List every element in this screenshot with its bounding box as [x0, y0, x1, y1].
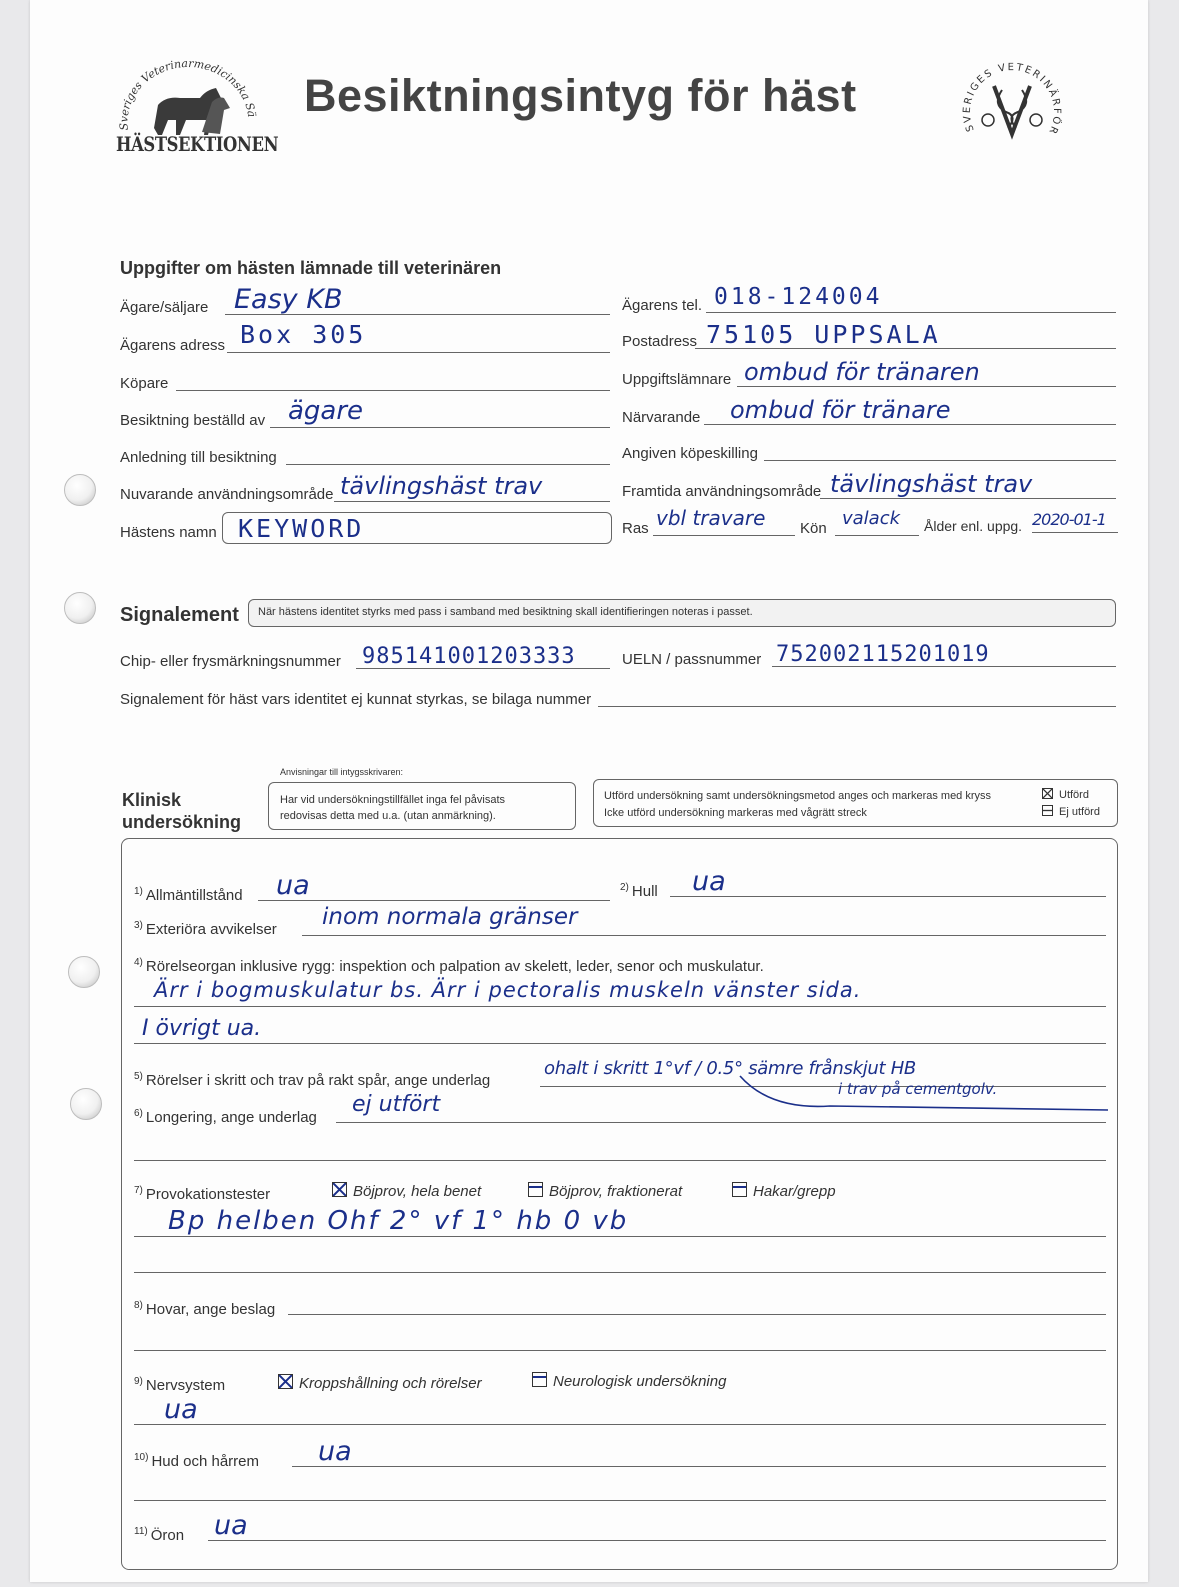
nuvarande-value: tävlingshäst trav	[340, 472, 543, 500]
rorelser-value-2: i trav på cementgolv.	[838, 1080, 998, 1098]
anvisning-box-1	[268, 782, 576, 830]
anvisning-box-2	[593, 779, 1118, 827]
veterinary-seal-icon	[962, 50, 1062, 160]
provokation-label: $^{7)}$ Provokationstester	[134, 1185, 271, 1203]
owner-section-title: Uppgifter om hästen lämnade till veterinären	[120, 258, 502, 278]
checked-box-icon	[278, 1374, 293, 1389]
postadress-label: Postadress	[622, 333, 698, 350]
anvisningar-label: Anvisningar till intygsskrivaren:	[280, 767, 404, 777]
signalement-title: Signalement	[120, 604, 239, 626]
nervsystem-label: $^{9)}$ Nervsystem	[134, 1376, 226, 1394]
signalement-note: När hästens identitet styrks med pass i samband med besiktning skall identifieringen noteras i passet.	[258, 606, 753, 618]
klinisk-title-1: Klinisk	[122, 790, 182, 810]
rorelseorgan-label: $^{4)}$ Rörelseorgan inklusive rygg: inspektion och palpation av skelett, leder, senor och muskulatur.	[134, 957, 764, 975]
agare-label: Ägare/säljare	[120, 299, 209, 316]
namn-value: KEYWORD	[238, 514, 365, 543]
ueln-value: 752002115201019	[776, 642, 990, 667]
dash-box-icon	[528, 1182, 543, 1197]
klinisk-title-2: undersökning	[122, 812, 242, 832]
dash-box-icon	[1042, 805, 1053, 816]
allman-value: ua	[276, 870, 310, 901]
document-page	[30, 0, 1148, 1582]
legend-utford: Utförd	[1042, 788, 1089, 801]
postadress-value: 75105 UPPSALA	[706, 320, 941, 349]
binder-hole	[64, 592, 96, 624]
binder-hole	[64, 474, 96, 506]
hakar-grepp-checkbox[interactable]: Hakar/grepp	[732, 1182, 836, 1200]
kon-label: Kön	[800, 520, 827, 537]
framtida-value: tävlingshäst trav	[830, 470, 1033, 498]
checked-box-icon	[1042, 788, 1053, 799]
binder-hole	[70, 1088, 102, 1120]
anledning-label: Anledning till besiktning	[120, 449, 277, 466]
tel-value: 018-124004	[714, 284, 883, 310]
neurologisk-checkbox[interactable]: Neurologisk undersökning	[532, 1372, 726, 1390]
bestalld-label: Besiktning beställd av	[120, 412, 266, 429]
dash-box-icon	[732, 1182, 747, 1197]
anvisning-box-1-line2: redovisas detta med u.a. (utan anmärkning).	[280, 810, 496, 822]
underline-stroke-icon	[730, 1070, 1110, 1120]
kroppshallning-checkbox[interactable]: Kroppshållning och rörelser	[278, 1374, 482, 1392]
checked-box-icon	[332, 1182, 347, 1197]
bilaga-label: Signalement för häst vars identitet ej kunnat styrkas, se bilaga nummer	[120, 691, 592, 708]
oron-label: $^{11)}$ Öron	[134, 1526, 185, 1544]
ueln-label: UELN / passnummer	[622, 651, 762, 668]
nervsystem-value: ua	[164, 1394, 198, 1425]
veterinar-forbund-logo	[962, 50, 1062, 160]
anvisning-box-1-line1: Har vid undersökningstillfället inga fel påvisats	[280, 794, 506, 806]
seal-text: SVERIGES VETERINÄRFÖR	[962, 62, 1062, 137]
rorelseorgan-line2: I övrigt ua.	[142, 1016, 262, 1041]
legend-ej-utford: Ej utförd	[1042, 805, 1100, 818]
chip-label: Chip- eller frysmärkningsnummer	[120, 653, 341, 670]
hastsektionen-logo	[114, 60, 279, 160]
chip-value: 985141001203333	[362, 644, 576, 669]
page-title: Besiktningsintyg för häst	[304, 70, 857, 121]
rorelser-value: ohalt i skritt 1°vf / 0.5° sämre frånskjut HB	[544, 1058, 916, 1079]
framtida-label: Framtida användningsområde	[622, 483, 822, 500]
anvisning-box-2-line2: Icke utförd undersökning markeras med vågrätt streck	[604, 807, 867, 819]
nuvarande-label: Nuvarande användningsområde	[120, 486, 334, 503]
adress-value: Box 305	[240, 320, 367, 349]
uppgiftslamnare-label: Uppgiftslämnare	[622, 371, 732, 388]
svg-text:Sveriges Veterinärmedicinska S	[114, 60, 258, 131]
provokation-value: Bp helben Ohf 2° vf 1° hb 0 vb	[168, 1206, 629, 1236]
dash-box-icon	[532, 1372, 547, 1387]
namn-label: Hästens namn	[120, 524, 217, 541]
tel-label: Ägarens tel.	[622, 297, 703, 314]
adress-label: Ägarens adress	[120, 337, 226, 354]
hovar-label: $^{8)}$ Hovar, ange beslag	[134, 1300, 276, 1318]
bojprov-hela-checkbox[interactable]: Böjprov, hela benet	[332, 1182, 481, 1200]
examination-box	[121, 838, 1118, 1570]
logo-text: HÄSTSEKTIONEN	[116, 132, 279, 156]
binder-hole	[68, 956, 100, 988]
hull-value: ua	[692, 866, 726, 897]
alder-value: 2020-01-1	[1032, 510, 1106, 529]
hull-label: $^{2)}$ Hull	[620, 882, 658, 900]
narvarande-value: ombud för tränare	[730, 396, 951, 424]
kopeskilling-label: Angiven köpeskilling	[622, 445, 758, 462]
logo-arc-text: Sveriges Veterinärmedicinska Sä	[117, 60, 259, 131]
alder-label: Ålder enl. uppg.	[924, 518, 1023, 534]
hud-label: $^{10)}$ Hud och hårrem	[134, 1452, 260, 1470]
exterior-value: inom normala gränser	[322, 904, 578, 930]
exterior-label: $^{3)}$ Exteriöra avvikelser	[134, 920, 277, 938]
oron-value: ua	[214, 1510, 248, 1541]
kon-value: valack	[842, 508, 901, 529]
allman-label: $^{1)}$ Allmäntillstånd	[134, 886, 243, 904]
agare-value: Easy KB	[234, 284, 343, 315]
narvarande-label: Närvarande	[622, 409, 701, 426]
hud-value: ua	[318, 1436, 352, 1467]
kopare-label: Köpare	[120, 375, 169, 392]
anvisning-box-2-line1: Utförd undersökning samt undersökningsmetod anges och markeras med kryss	[604, 790, 992, 802]
uppgiftslamnare-value: ombud för tränaren	[744, 358, 980, 386]
bestalld-value: ägare	[288, 396, 364, 426]
ras-value: vbl travare	[656, 506, 766, 530]
rorelseorgan-line1: Ärr i bogmuskulatur bs. Ärr i pectoralis muskeln vänster sida.	[154, 978, 862, 1002]
longering-value: ej utfört	[352, 1092, 441, 1117]
ras-label: Ras	[622, 520, 649, 537]
rorelser-label: $^{5)}$ Rörelser i skritt och trav på rakt spår, ange underlag	[134, 1071, 491, 1089]
bojprov-fraktionerat-checkbox[interactable]: Böjprov, fraktionerat	[528, 1182, 682, 1200]
longering-label: $^{6)}$ Longering, ange underlag	[134, 1108, 317, 1126]
